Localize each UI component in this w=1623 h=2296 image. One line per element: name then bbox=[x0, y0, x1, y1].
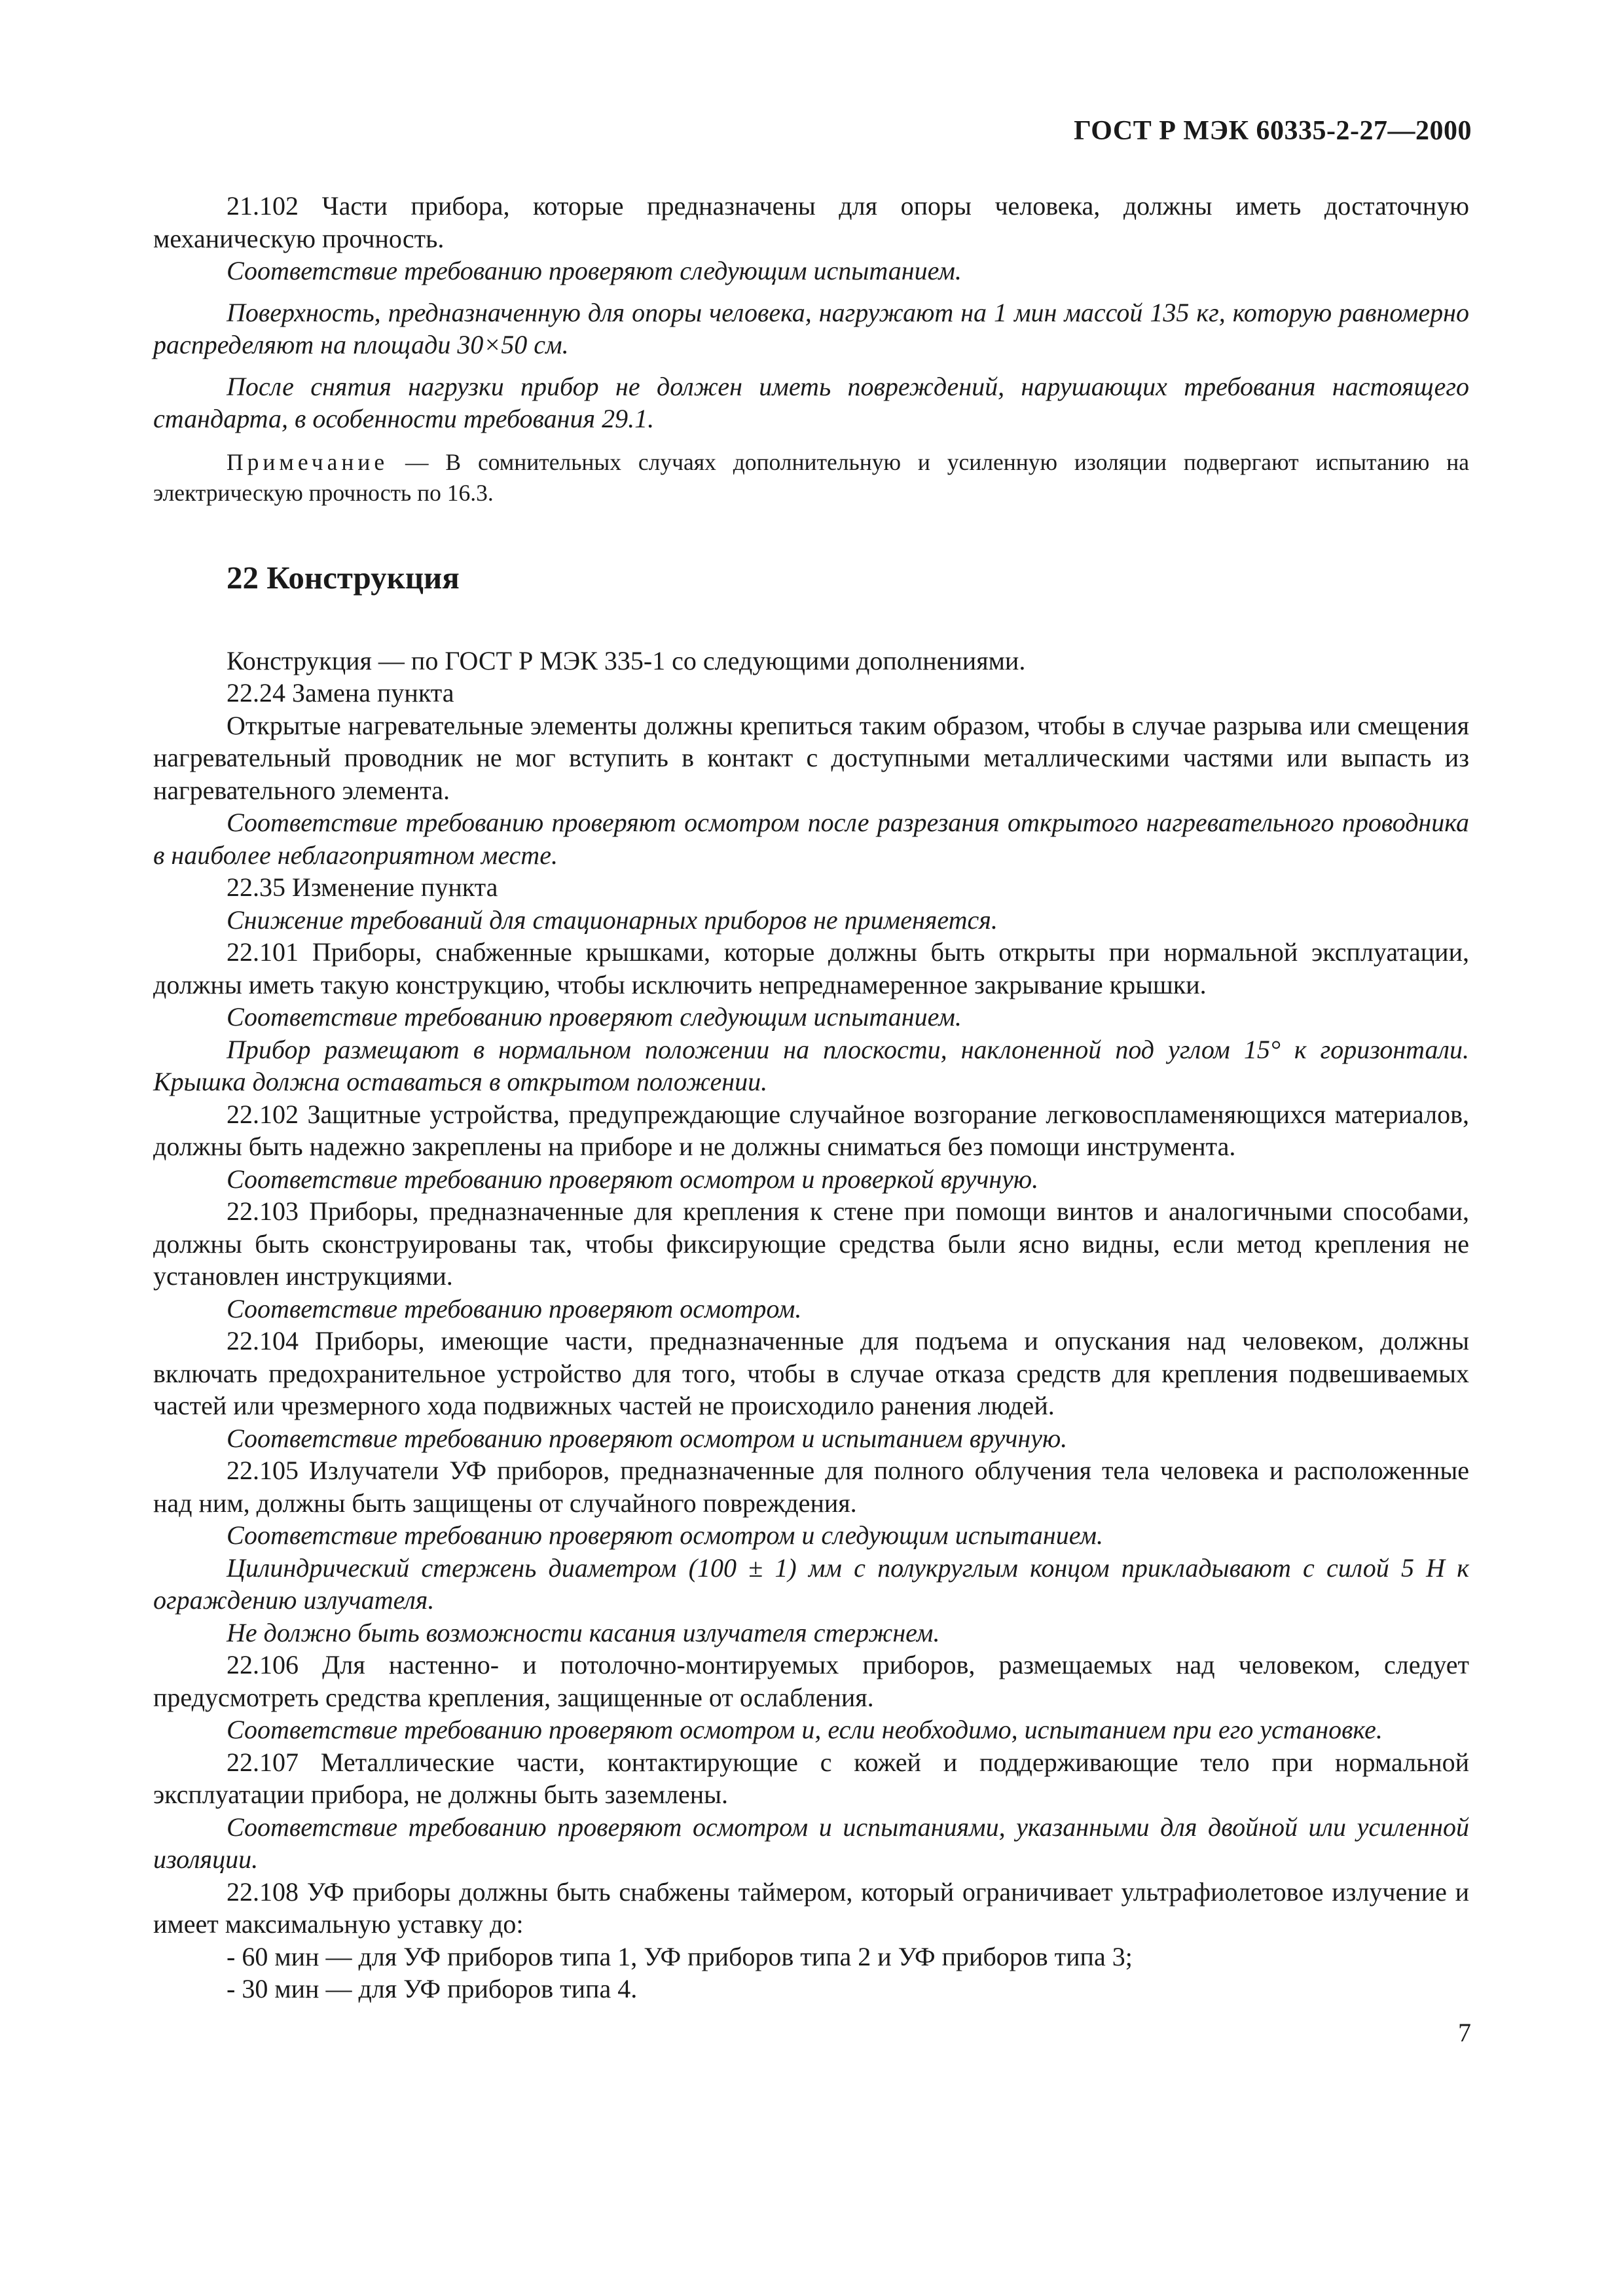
section-title: 22 Конструкция bbox=[227, 559, 460, 596]
clause-paragraph: Открытые нагревательные элементы должны крепиться таким образом, чтобы в случае разрыва или смещения нагревательный проводник не мог вступить в контакт с доступными металлическими частями или выпасть из нагревательного элемента. bbox=[153, 710, 1469, 805]
compliance-paragraph: Соответствие требованию проверяют осмотром и, если необходимо, испытанием при его установке. bbox=[227, 1715, 1383, 1744]
clause-paragraph: 22.105 Излучатели УФ приборов, предназначенные для полного облучения тела человека и расположенные над ним, должны быть защищены от случайного повреждения. bbox=[153, 1456, 1469, 1518]
timer-list bbox=[153, 1941, 1469, 2005]
compliance-paragraph: Цилиндрический стержень диаметром (100 ± 1) мм с полукруглым концом прикладывают с силой 5 Н к ограждению излучателя. bbox=[153, 1552, 1469, 1615]
clause-paragraph: Конструкция — по ГОСТ Р МЭК 335-1 со следующими дополнениями. bbox=[227, 645, 1026, 675]
compliance-paragraph: Соответствие требованию проверяют осмотром после разрезания открытого нагревательного проводника в наиболее неблагоприятном месте. bbox=[153, 808, 1469, 870]
clause-paragraph: 22.103 Приборы, предназначенные для крепления к стене при помощи винтов и аналогичными способами, должны быть сконструированы так, чтобы фиксирующие средства были ясно видны, если метод крепления не установлен инструкциями. bbox=[153, 1196, 1469, 1291]
clause-paragraph: 22.108 УФ приборы должны быть снабжены таймером, который ограничивает ультрафиолетовое излучение и имеет максимальную уставку до: bbox=[153, 1876, 1469, 1939]
test-paragraph: Поверхность, предназначенную для опоры человека, нагружают на 1 мин массой 135 кг, которую равномерно распределяют на площади 30×50 см. bbox=[153, 297, 1469, 359]
compliance-paragraph: Соответствие требованию проверяют осмотром и испытанием вручную. bbox=[227, 1423, 1068, 1453]
page-content bbox=[153, 190, 1469, 2005]
compliance-paragraph: Соответствие требованию проверяют осмотром. bbox=[227, 1293, 802, 1323]
note-paragraph bbox=[153, 447, 1469, 509]
compliance-paragraph: Соответствие требованию проверяют осмотром и следующим испытанием. bbox=[227, 1520, 1104, 1550]
standard-header: ГОСТ Р МЭК 60335-2-27—2000 bbox=[1074, 116, 1472, 146]
section-body bbox=[153, 645, 1469, 1941]
page-number: 7 bbox=[1458, 2018, 1471, 2047]
list-item: - 60 мин — для УФ приборов типа 1, УФ приборов типа 2 и УФ приборов типа 3; bbox=[227, 1941, 1133, 1971]
clause-paragraph: 22.106 Для настенно- и потолочно-монтируемых приборов, размещаемых над человеком, следует предусмотреть средства крепления, защищенные от ослабления. bbox=[153, 1650, 1469, 1712]
compliance-paragraph: Прибор размещают в нормальном положении на плоскости, наклоненной под углом 15° к горизонтали. Крышка должна оставаться в открытом положении. bbox=[153, 1034, 1469, 1096]
clause-paragraph: 22.35 Изменение пункта bbox=[227, 872, 498, 902]
clause-paragraph: 22.107 Металлические части, контактирующие с кожей и поддерживающие тело при нормальной эксплуатации прибора, не должны быть заземлены. bbox=[153, 1747, 1469, 1809]
clause-paragraph: 22.24 Замена пункта bbox=[227, 678, 454, 708]
compliance-paragraph: Не должно быть возможности касания излучателя стержнем. bbox=[227, 1617, 940, 1647]
clause-paragraph: 22.102 Защитные устройства, предупреждающие случайное возгорание легковоспламеняющихся материалов, должны быть надежно закреплены на приборе и не должны сниматься без помощи инструмента. bbox=[153, 1099, 1469, 1161]
compliance-paragraph: Снижение требований для стационарных приборов не применяется. bbox=[227, 905, 998, 935]
note-label: Примечание bbox=[227, 448, 389, 475]
note-text: — В сомнительных случаях дополнительную и усиленную изоляции подвергают испытанию на электрическую прочность по 16.3. bbox=[153, 448, 1469, 506]
compliance-paragraph: Соответствие требованию проверяют осмотром и испытаниями, указанными для двойной или усиленной изоляции. bbox=[153, 1812, 1469, 1874]
compliance-paragraph: Соответствие требованию проверяют следующим испытанием. bbox=[227, 256, 962, 285]
test-paragraph: После снятия нагрузки прибор не должен иметь повреждений, нарушающих требования настоящего стандарта, в особенности требования 29.1. bbox=[153, 371, 1469, 433]
list-item: - 30 мин — для УФ приборов типа 4. bbox=[227, 1974, 638, 2003]
compliance-paragraph: Соответствие требованию проверяют осмотром и проверкой вручную. bbox=[227, 1164, 1039, 1194]
clause-paragraph: 21.102 Части прибора, которые предназначены для опоры человека, должны иметь достаточную механическую прочность. bbox=[153, 191, 1469, 253]
clause-paragraph: 22.104 Приборы, имеющие части, предназначенные для подъема и опускания над человеком, должны включать предохранительное устройство для того, чтобы в случае отказа средств для крепления подвешиваемых частей или чрезмерного хода подвижных частей не происходило ранения людей. bbox=[153, 1326, 1469, 1420]
compliance-paragraph: Соответствие требованию проверяют следующим испытанием. bbox=[227, 1002, 962, 1031]
clause-paragraph: 22.101 Приборы, снабженные крышками, которые должны быть открыты при нормальной эксплуатации, должны иметь такую конструкцию, чтобы исключить непреднамеренное закрывание крышки. bbox=[153, 937, 1469, 999]
